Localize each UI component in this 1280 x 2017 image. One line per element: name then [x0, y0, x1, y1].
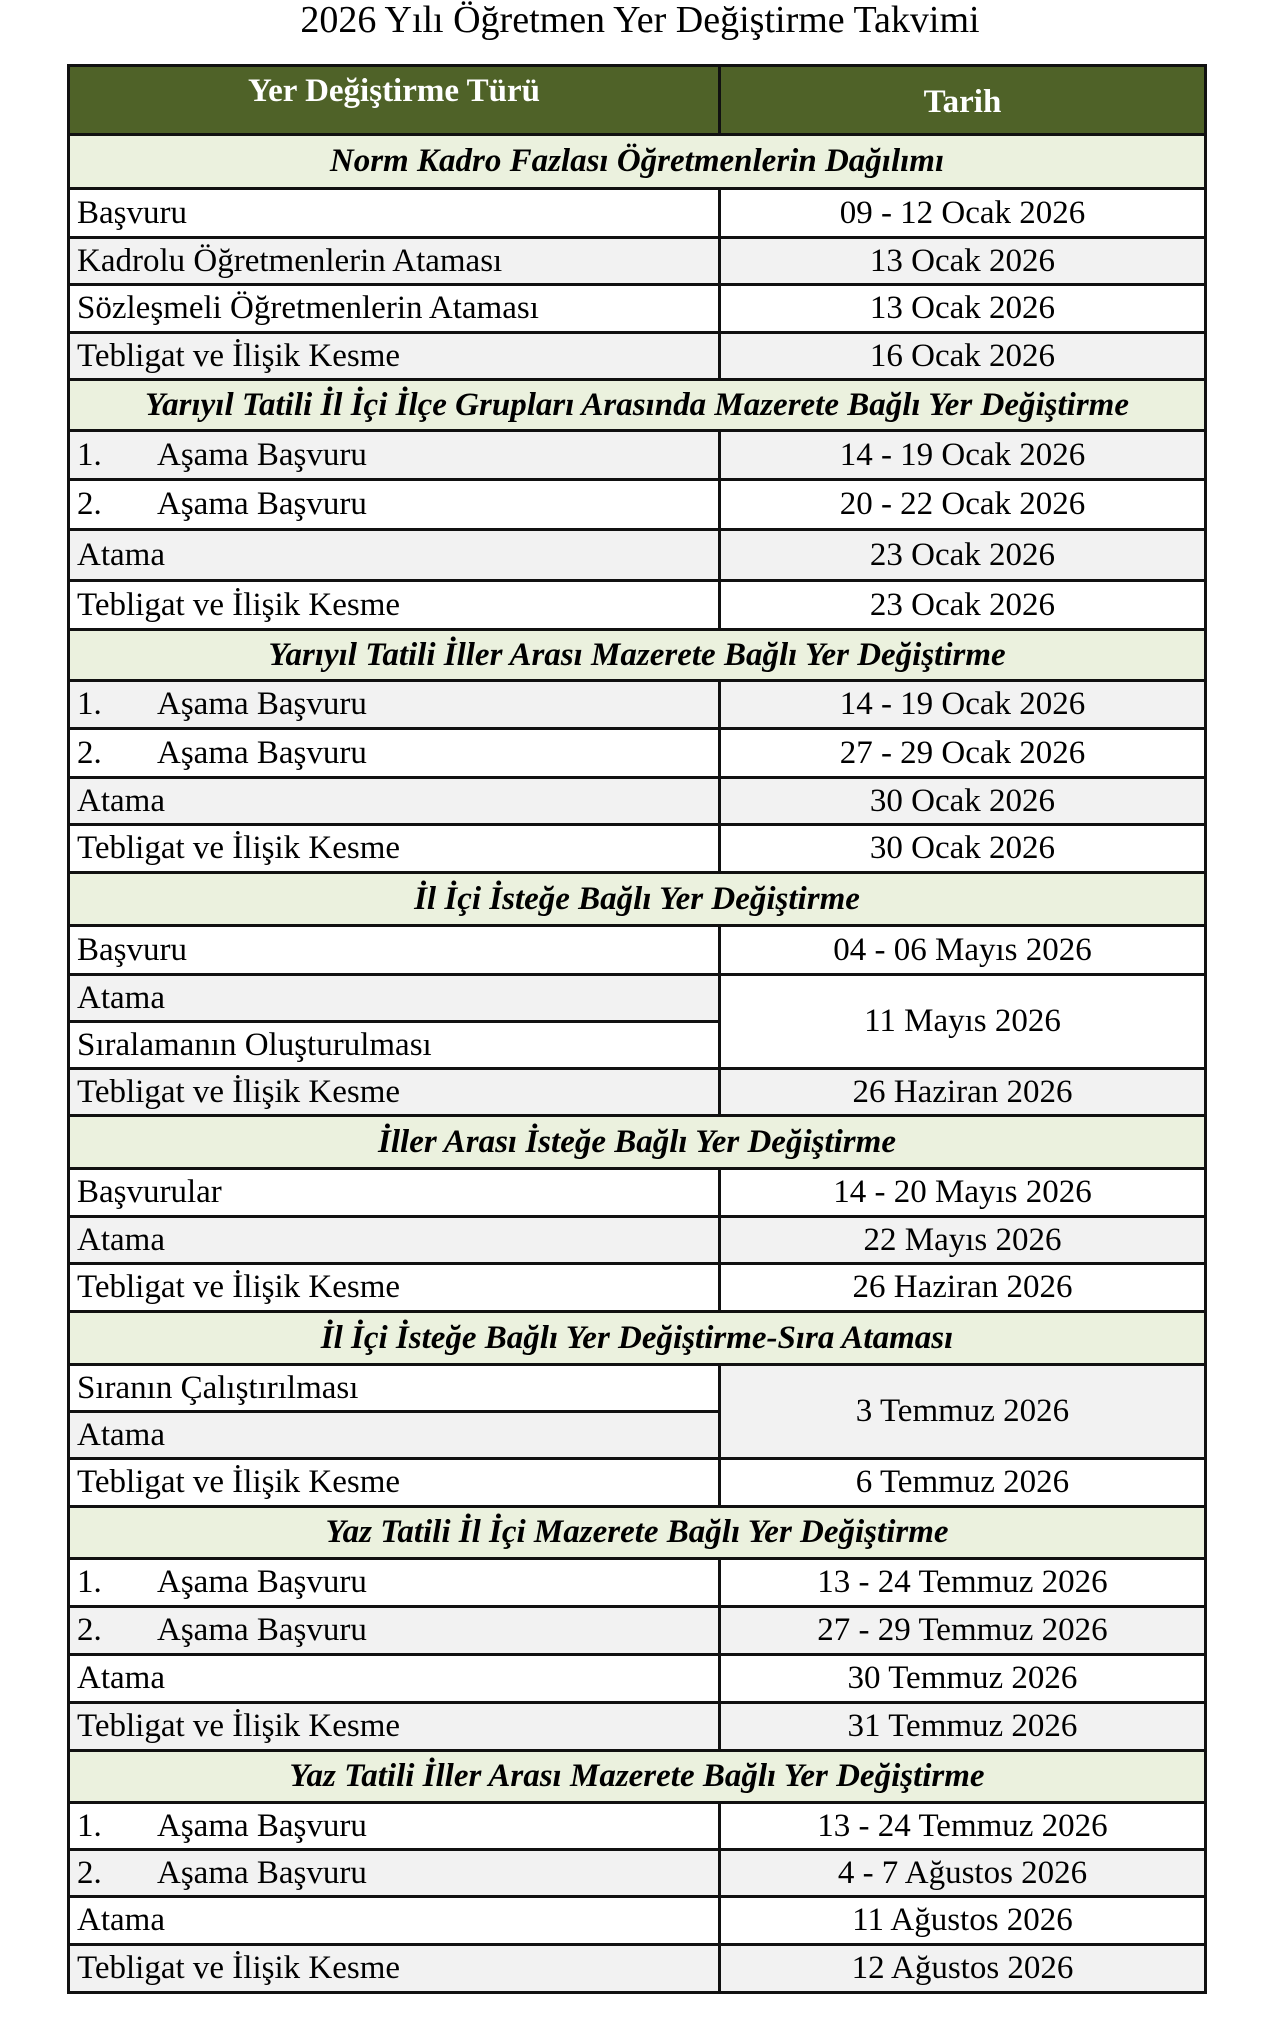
row-label: Başvurular [69, 1169, 720, 1217]
row-date: 27 - 29 Temmuz 2026 [720, 1607, 1206, 1655]
row-label: Tebligat ve İlişik Kesme [69, 1945, 720, 1993]
row-date: 13 Ocak 2026 [720, 285, 1206, 333]
row-label-text: Aşama Başvuru [157, 486, 367, 522]
row-label: Atama [69, 1412, 720, 1459]
row-date: 3 Temmuz 2026 [720, 1365, 1206, 1459]
row-number: 2. [77, 486, 102, 522]
row-date: 14 - 19 Ocak 2026 [720, 431, 1206, 480]
row-date: 13 - 24 Temmuz 2026 [720, 1803, 1206, 1850]
section-title: İl İçi İsteğe Bağlı Yer Değiştirme-Sıra Ataması [69, 1312, 1206, 1365]
row-label: Atama [69, 778, 720, 825]
row-label: Atama [69, 975, 720, 1022]
row-label: Başvuru [69, 189, 720, 238]
row-date: 12 Ağustos 2026 [720, 1945, 1206, 1993]
table-row [69, 1559, 1206, 1607]
section-header [69, 380, 1206, 431]
row-date: 4 - 7 Ağustos 2026 [720, 1850, 1206, 1897]
row-date: 13 Ocak 2026 [720, 238, 1206, 285]
row-date: 30 Temmuz 2026 [720, 1655, 1206, 1703]
row-label: Sözleşmeli Öğretmenlerin Ataması [69, 285, 720, 333]
table-row [69, 825, 1206, 873]
row-label: Sıralamanın Oluşturulması [69, 1022, 720, 1069]
table-row [69, 681, 1206, 729]
row-number: 1. [77, 436, 102, 473]
row-date: 26 Haziran 2026 [720, 1069, 1206, 1116]
table-row [69, 431, 1206, 480]
row-date: 20 - 22 Ocak 2026 [720, 480, 1206, 530]
row-date: 31 Temmuz 2026 [720, 1703, 1206, 1751]
row-label: Başvuru [69, 926, 720, 975]
table-row [69, 1850, 1206, 1897]
table-row [69, 1897, 1206, 1945]
table-row [69, 729, 1206, 778]
row-date: 09 - 12 Ocak 2026 [720, 189, 1206, 238]
table-row [69, 1459, 1206, 1507]
section-title: İl İçi İsteğe Bağlı Yer Değiştirme [69, 873, 1206, 926]
section-title: Norm Kadro Fazlası Öğretmenlerin Dağılımı [69, 135, 1206, 189]
row-date: 04 - 06 Mayıs 2026 [720, 926, 1206, 975]
row-label: Tebligat ve İlişik Kesme [69, 333, 720, 380]
row-label-text: Aşama Başvuru [157, 1807, 367, 1844]
section-header [69, 135, 1206, 189]
row-label [69, 1850, 720, 1897]
row-label-text: Aşama Başvuru [157, 734, 367, 771]
row-label: Atama [69, 1217, 720, 1264]
table-row [69, 1264, 1206, 1312]
table-row [69, 480, 1206, 530]
row-label: Tebligat ve İlişik Kesme [69, 1069, 720, 1116]
row-label [69, 1803, 720, 1850]
table-header-row [69, 66, 1206, 135]
table-row [69, 1607, 1206, 1655]
header-date: Tarih [720, 66, 1206, 135]
table-row [69, 926, 1206, 975]
table-row [69, 189, 1206, 238]
section-header [69, 1507, 1206, 1559]
section-title: Yarıyıl Tatili İl İçi İlçe Grupları Arasında Mazerete Bağlı Yer Değiştirme [69, 380, 1206, 431]
section-title: İller Arası İsteğe Bağlı Yer Değiştirme [69, 1116, 1206, 1169]
table-row [69, 238, 1206, 285]
row-label [69, 431, 720, 480]
table-row [69, 1217, 1206, 1264]
section-title: Yaz Tatili İller Arası Mazerete Bağlı Yer Değiştirme [69, 1751, 1206, 1803]
table-row [69, 530, 1206, 581]
row-label [69, 681, 720, 729]
row-date: 27 - 29 Ocak 2026 [720, 729, 1206, 778]
row-label: Tebligat ve İlişik Kesme [69, 825, 720, 873]
table-row [69, 333, 1206, 380]
section-header [69, 1116, 1206, 1169]
row-label: Sıranın Çalıştırılması [69, 1365, 720, 1412]
table-row [69, 581, 1206, 630]
table-row [69, 1069, 1206, 1116]
section-header [69, 1312, 1206, 1365]
row-date: 6 Temmuz 2026 [720, 1459, 1206, 1507]
row-date: 23 Ocak 2026 [720, 530, 1206, 581]
row-label: Atama [69, 530, 720, 581]
section-title: Yaz Tatili İl İçi Mazerete Bağlı Yer Değiştirme [69, 1507, 1206, 1559]
row-date: 11 Mayıs 2026 [720, 975, 1206, 1069]
row-label-text: Aşama Başvuru [157, 686, 367, 722]
header-type: Yer Değiştirme Türü [69, 66, 720, 135]
row-date: 30 Ocak 2026 [720, 778, 1206, 825]
row-number: 2. [77, 734, 102, 771]
section-header [69, 630, 1206, 681]
table-row [69, 285, 1206, 333]
row-label: Tebligat ve İlişik Kesme [69, 1264, 720, 1312]
table-row [69, 1655, 1206, 1703]
calendar-table [67, 64, 1207, 1994]
row-label [69, 480, 720, 530]
row-number: 2. [77, 1854, 102, 1891]
table-row [69, 1365, 1206, 1412]
row-date: 13 - 24 Temmuz 2026 [720, 1559, 1206, 1607]
row-date: 30 Ocak 2026 [720, 825, 1206, 873]
row-label-text: Aşama Başvuru [157, 1612, 367, 1648]
row-number: 1. [77, 686, 102, 722]
row-number: 1. [77, 1564, 102, 1600]
row-label: Tebligat ve İlişik Kesme [69, 1459, 720, 1507]
row-label-text: Aşama Başvuru [157, 1854, 367, 1891]
row-number: 2. [77, 1612, 102, 1648]
row-label: Tebligat ve İlişik Kesme [69, 581, 720, 630]
row-label: Atama [69, 1655, 720, 1703]
section-title: Yarıyıl Tatili İller Arası Mazerete Bağlı Yer Değiştirme [69, 630, 1206, 681]
row-label: Tebligat ve İlişik Kesme [69, 1703, 720, 1751]
row-label: Kadrolu Öğretmenlerin Ataması [69, 238, 720, 285]
table-row [69, 778, 1206, 825]
page-title: 2026 Yılı Öğretmen Yer Değiştirme Takvimi [300, 0, 980, 41]
section-header [69, 873, 1206, 926]
row-date: 16 Ocak 2026 [720, 333, 1206, 380]
row-label [69, 1559, 720, 1607]
table-row [69, 1703, 1206, 1751]
row-date: 26 Haziran 2026 [720, 1264, 1206, 1312]
table-row [69, 1169, 1206, 1217]
table-row [69, 1945, 1206, 1993]
row-date: 22 Mayıs 2026 [720, 1217, 1206, 1264]
row-label-text: Aşama Başvuru [157, 436, 367, 473]
row-date: 14 - 19 Ocak 2026 [720, 681, 1206, 729]
row-number: 1. [77, 1807, 102, 1844]
row-date: 14 - 20 Mayıs 2026 [720, 1169, 1206, 1217]
row-date: 23 Ocak 2026 [720, 581, 1206, 630]
row-label [69, 729, 720, 778]
table-row [69, 1803, 1206, 1850]
row-date: 11 Ağustos 2026 [720, 1897, 1206, 1945]
section-header [69, 1751, 1206, 1803]
table-row [69, 975, 1206, 1022]
row-label-text: Aşama Başvuru [157, 1564, 367, 1600]
row-label: Atama [69, 1897, 720, 1945]
row-label [69, 1607, 720, 1655]
